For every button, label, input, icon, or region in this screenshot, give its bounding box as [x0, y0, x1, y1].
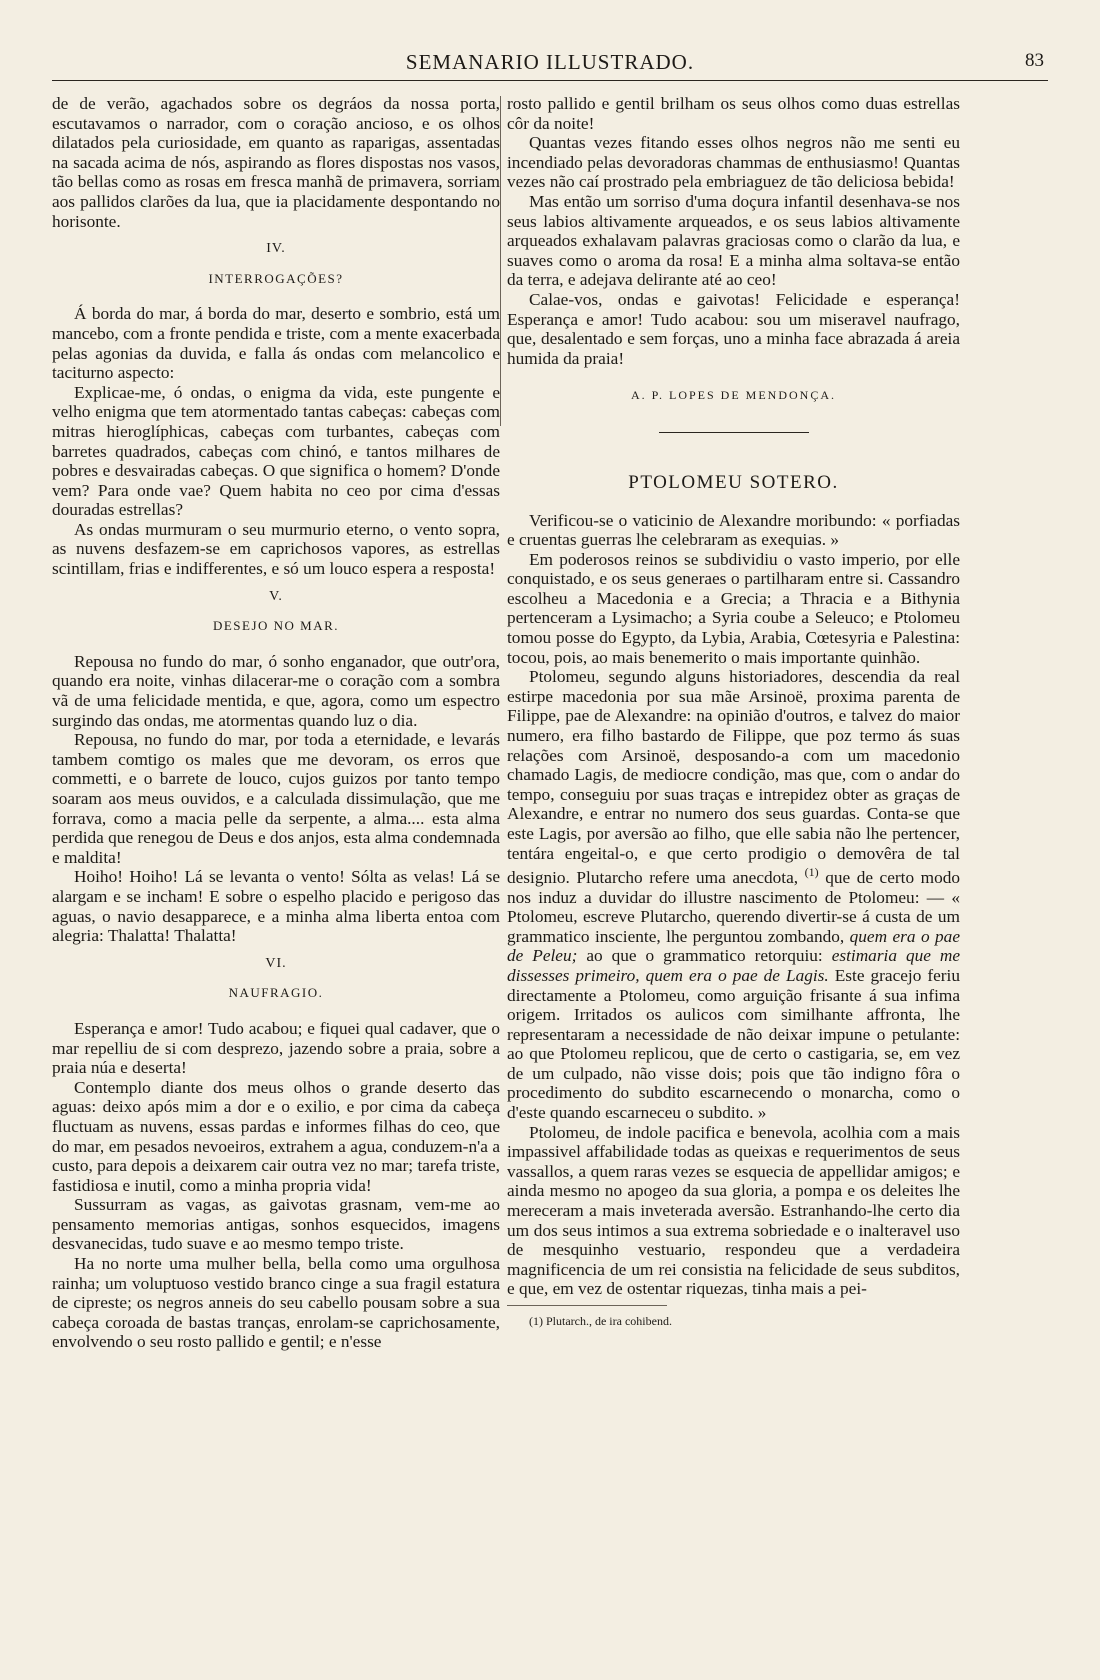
paragraph: Hoiho! Hoiho! Lá se levanta o vento! Sólta as velas! Lá se alargam e se incham! E sobre o espelho placido e perigoso das aguas, o navio desapparece, e a minha alma liberta entoa com alegria: Thalatta! Thalatta!: [52, 867, 500, 946]
article-title: PTOLOMEU SOTERO.: [628, 471, 839, 493]
paragraph: Quantas vezes fitando esses olhos negros não me senti eu incendiado pelas devoradoras chammas de enthusiasmo! Quantas vezes não caí prostrado pela embriaguez de tão deliciosa bebida!: [507, 133, 960, 192]
quoted-reply: estimaria que me dissesses primeiro, quem era o pae de Lagis.: [507, 946, 960, 985]
page-number: 83: [1025, 50, 1044, 71]
section-number: IV.: [266, 241, 286, 257]
left-column: [52, 94, 500, 1352]
paragraph: rosto pallido e gentil brilham os seus olhos como duas estrellas côr da noite!: [507, 94, 960, 133]
paragraph: Ha no norte uma mulher bella, bella como uma orgulhosa rainha; um voluptuoso vestido branco cinge a sua fragil estatura de cipreste; os negros anneis do seu cabello pousam sobre a sua cabeça coroada de bastas tranças, enrolam-se caprichosamente, envolvendo o seu rosto pallido e gentil; e n'esse: [52, 1254, 500, 1352]
article-separator: [659, 432, 809, 433]
header-rule: [52, 80, 1048, 81]
text-run: Ptolomeu, segundo alguns historiadores, descendia da real estirpe macedonia por sua mãe Arsinoë, proxima parenta de Filippe, pae de Alexandre: na opinião d'outros, e talvez do maior numero, era filho bastardo de Filippe, que poz termo ás suas relações com Arsinoë, desposando-a com um macedonio chamado Lagis, de mediocre condição, mas que, com o andar do tempo, conseguiu por suas traças e intrepidez obter as graças de Alexandre, e entrar no numero dos seus guardas. Conta-se que este Lagis, por aversão ao filho, que elle sabia não lhe pertencer, tentára engeital-o, e que certo prodigio o demovêra de tal designio. Plutarcho refere uma anecdota,: [507, 667, 960, 887]
paragraph: As ondas murmuram o seu murmurio eterno, o vento sopra, as nuvens desfazem-se em caprichosos vapores, as estrellas scintillam, frias e indifferentes, e só um louco espera a resposta!: [52, 519, 500, 579]
paragraph: Repousa, no fundo do mar, por toda a eternidade, e levarás tambem comtigo os males que me devoram, os erros que commetti, e o barrete de louco, cujos guizos por tanto tempo soaram aos meus ouvidos, e a calculada dissimulação, que me forrava, como a macia pelle da serpente, a alma.... esta alma perdida que renegou de Deus e dos anjos, esta alma condemnada e maldita!: [52, 730, 500, 867]
paragraph: Em poderosos reinos se subdividiu o vasto imperio, por elle conquistado, e os seus generaes o partilharam entre si. Cassandro escolheu a Macedonia e a Grecia; a Thracia e a Bithynia pertenceram a Lysimacho; a Syria coube a Seleuco; e Ptolomeu tomou posse do Egypto, da Lybia, Arabia, Cœtesyria e Palestina: tocou, pois, ao mais benemerito o mais importante quinhão.: [507, 549, 960, 667]
paragraph: Repousa no fundo do mar, ó sonho enganador, que outr'ora, quando era noite, vinhas dilacerar-me o coração com a sombra vã de uma felicidade mentida, e que, agora, como um espectro surgindo das ondas, me atormentas quando luz o dia.: [52, 651, 500, 730]
section-title: INTERROGAÇÕES?: [208, 270, 344, 286]
paragraph: Á borda do mar, á borda do mar, deserto e sombrio, está um mancebo, com a fronte pendida e triste, com a mente exacerbada pelas agonias da duvida, e falla ás ondas com melancolico e taciturno aspecto:: [52, 304, 500, 383]
paragraph: Contemplo diante dos meus olhos o grande deserto das aguas: deixo após mim a dor e o exilio, e por cima da cabeça fluctuam as nuvens, essas pardas e informes filhas do ceo, que do mar, em pesados nevoeiros, extrahem a agua, conduzem-n'a a custo, para depois a deixarem cair outra vez no mar; tarefa triste, fastidiosa e inutil, como a minha propria vida!: [52, 1077, 500, 1195]
paragraph: [507, 667, 960, 1122]
footnote-marker: (1): [804, 865, 819, 880]
paragraph: Sussurram as vagas, as gaivotas grasnam, vem-me ao pensamento memorias antigas, sonhos esquecidos, imagens desvanecidas, tudo suave e ao mesmo tempo triste.: [52, 1195, 500, 1254]
author-signature: A. P. LOPES DE MENDONÇA.: [630, 388, 836, 403]
text-run: Este gracejo feriu directamente a Ptolomeu, como arguição frisante á sua infima origem. Irritados os aulicos com similhante affronta, lhe representaram a necessidade de não deixar impune o petulante: ao que Ptolomeu replicou, que de certo o castigaria, se, em vez de um culpado, não visse dois; pois que tão indigno fôra o procedimento do subdito escarnecendo o monarcha, como o d'este quando escarneceu o subdito. »: [507, 965, 960, 1123]
column-divider: [500, 96, 501, 426]
paragraph: Mas então um sorriso d'uma doçura infantil desenhava-se nos seus labios altivamente arqueados, e os seus labios altivamente arqueados exhalavam palavras graciosas como o clarão da lua, e suaves como o aroma da rosa! E a minha alma soltava-se então da terra, e adejava delirante até ao ceo!: [507, 191, 960, 290]
section-number: VI.: [265, 955, 287, 971]
text-run: que de certo modo nos induz a duvidar do illustre nascimento de Ptolomeu: — « Ptolomeu, escreve Plutarcho, querendo divertir-se á custa de um grammatico insciente, lhe perguntou zombando,: [507, 867, 960, 946]
paragraph: Ptolomeu, de indole pacifica e benevola, acolhia com a mais impassivel affabilidade todas as queixas e requerimentos de seus vassallos, a quem raras vezes se esquecia de appellidar amigos; e ainda mesmo no apogeo da sua gloria, a pompa e os deleites lhe mereceram a mais inveterada aversão. Estranhando-lhe certo dia um dos seus intimos a sua extrema sobriedade e o inalteravel uso de mesquinho vestuario, respondeu que a verdadeira magnificencia de um rei consistia na felicidade de seus subditos, e que, em vez de ostentar riquezas, tinha mais a pei-: [507, 1122, 960, 1299]
paragraph: Explicae-me, ó ondas, o enigma da vida, este pungente e velho enigma que tem atormentado tantas cabeças: cabeças com mitras hieroglíphicas, cabeças com turbantes, cabeças com barretes quadrados, cabeças com chinó, e tantos milhares de pobres e desvairadas cabeças. O que significa o homem? D'onde vem? Para onde vae? Quem habita no ceo por cima d'essas douradas estrellas?: [52, 382, 500, 520]
paragraph: Esperança e amor! Tudo acabou; e fiquei qual cadaver, que o mar repelliu de si com desprezo, jazendo sobre a praia, sobre a praia núa e deserta!: [52, 1018, 500, 1078]
quoted-question: quem era o pae de Peleu;: [507, 926, 960, 966]
paragraph: de de verão, agachados sobre os degráos da nossa porta, escutavamos o narrador, com o coração ancioso, e os olhos dilatados pela curiosidade, em quanto as raparigas, assentadas na sacada acima de nós, aspirando as flores dispostas nos vasos, tão bellas como as rosas em fresca manhã de primavera, sorriam aos pallidos clarões da lua, que ia placidamente despontando no horisonte.: [52, 94, 500, 231]
text-run: ao que o grammatico retorquiu:: [586, 946, 823, 966]
page-header: [48, 50, 1052, 82]
journal-title: SEMANARIO ILLUSTRADO.: [405, 50, 695, 74]
paragraph: Calae-vos, ondas e gaivotas! Felicidade e esperança! Esperança e amor! Tudo acabou: sou um miseravel naufrago, que, desalentado e sem forças, uno a minha face abrazada á areia humida da praia!: [507, 289, 960, 368]
footnote-rule: [507, 1305, 667, 1306]
section-title: NAUFRAGIO.: [228, 985, 324, 1001]
section-number: V.: [269, 588, 283, 604]
right-column: [507, 94, 960, 1332]
paragraph: Verificou-se o vaticinio de Alexandre moribundo: « porfiadas e cruentas guerras lhe celebraram as exequias. »: [507, 510, 960, 550]
footnote: (1) Plutarch., de ira cohibend.: [529, 1314, 672, 1329]
section-title: DESEJO NO MAR.: [212, 618, 340, 634]
